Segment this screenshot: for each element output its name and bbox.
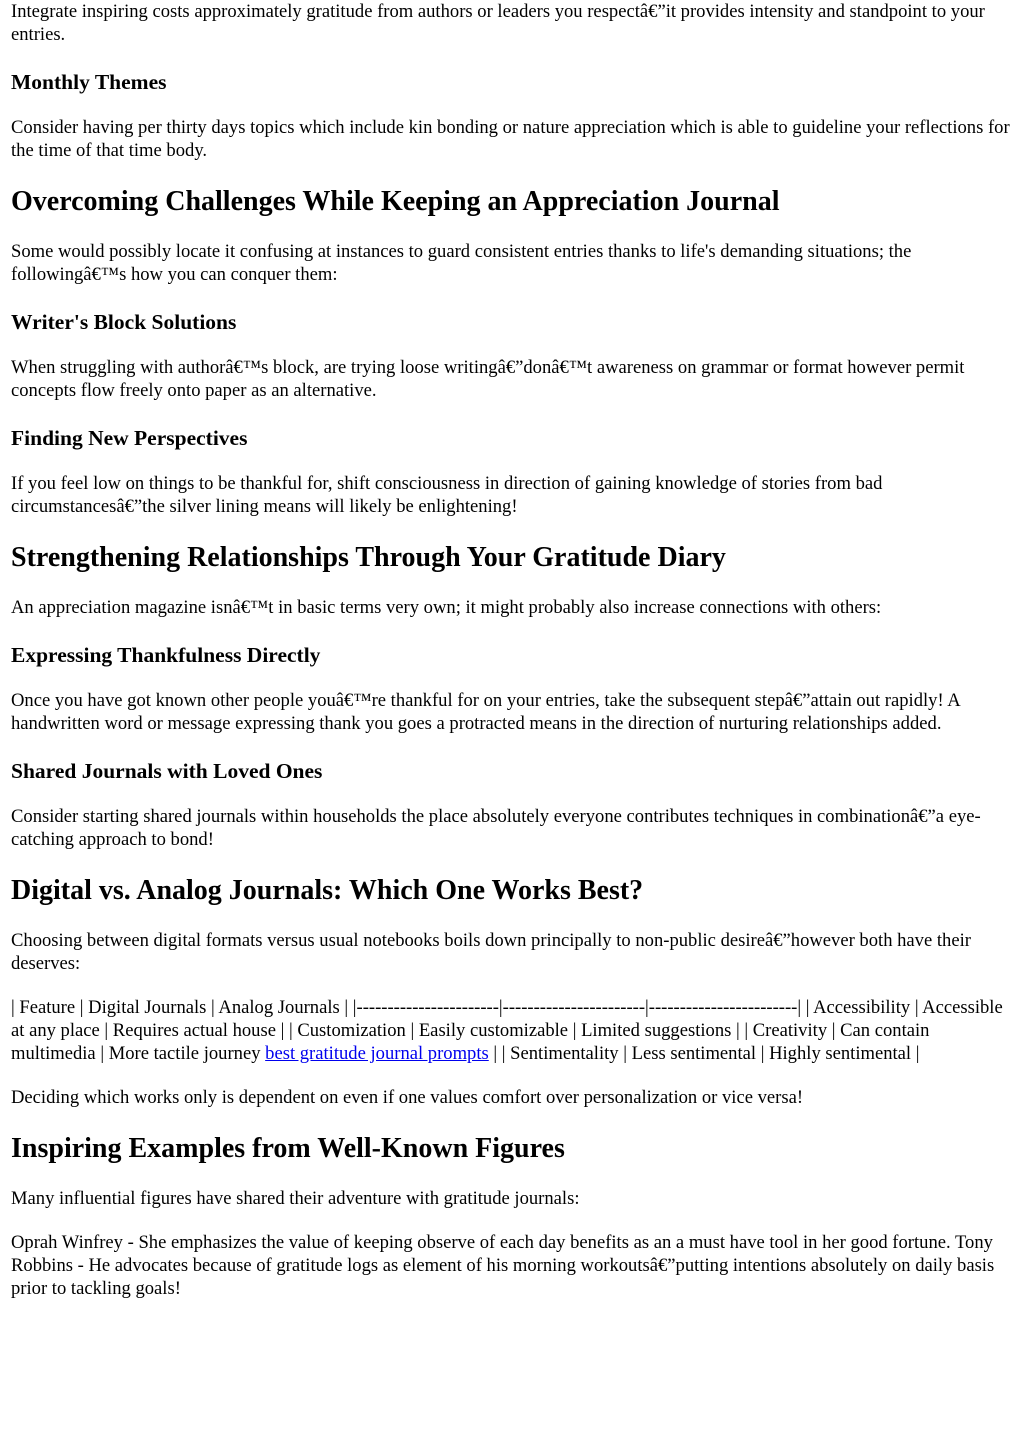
expressing-heading: Expressing Thankfulness Directly (11, 643, 321, 667)
relationships-paragraph: An appreciation magazine isnâ€™t in basic terms very own; it might probably also increase connections with others: (11, 597, 882, 618)
examples-paragraph: Many influential figures have shared their adventure with gratitude journals: (11, 1188, 580, 1209)
gratitude-prompts-link[interactable]: best gratitude journal prompts (265, 1043, 489, 1064)
examples-heading: Inspiring Examples from Well-Known Figures (11, 1133, 565, 1164)
table-text-after: | | Sentimentality | Less sentimental | Highly sentimental | (488, 1043, 920, 1064)
challenges-heading: Overcoming Challenges While Keeping an Appreciation Journal (11, 186, 780, 217)
examples-detail-paragraph: Oprah Winfrey - She emphasizes the value of keeping observe of each day benefits as an a must have tool in her good fortune. Tony Robbins - He advocates because of gratitude logs as element of his morning workoutsâ€”putting intentions absolutely on daily basis prior to tackling goals! (11, 1232, 995, 1299)
table-text-before: | Feature | Digital Journals | Analog Journals | |-----------------------|-----------------------|------------------------| | Accessibility | Accessible at any place | Requires actual house | | Customization | Easily customizable | Limited suggestions | | Creativity | Can contain multimedia | More tactile journey (11, 997, 1003, 1064)
intro-paragraph: Integrate inspiring costs approximately gratitude from authors or leaders you respectâ€”it provides intensity and standpoint to your entries. (11, 1, 985, 45)
monthly-themes-paragraph: Consider having per thirty days topics which include kin bonding or nature appreciation which is able to guideline your reflections for the time of that time body. (11, 117, 1010, 161)
expressing-paragraph: Once you have got known other people youâ€™re thankful for on your entries, take the subsequent stepâ€”attain out rapidly! A handwritten word or message expressing thank you goes a protracted means in the direction of nurturing relationships added. (11, 690, 960, 734)
digital-analog-paragraph: Choosing between digital formats versus usual notebooks boils down principally to non-public desireâ€”however both have their deserves: (11, 930, 971, 974)
challenges-paragraph: Some would possibly locate it confusing at instances to guard consistent entries thanks to life's demanding situations; the followingâ€™s how you can conquer them: (11, 241, 912, 285)
shared-journals-heading: Shared Journals with Loved Ones (11, 759, 323, 783)
comparison-table-text (11, 996, 1013, 1065)
digital-analog-heading: Digital vs. Analog Journals: Which One Works Best? (11, 875, 644, 906)
writers-block-paragraph: When struggling with authorâ€™s block, are trying loose writingâ€”donâ€™t awareness on grammar or format however permit concepts flow freely onto paper as an alternative. (11, 357, 965, 401)
monthly-themes-heading: Monthly Themes (11, 70, 167, 94)
relationships-heading: Strengthening Relationships Through Your Gratitude Diary (11, 542, 726, 573)
new-perspectives-heading: Finding New Perspectives (11, 426, 248, 450)
digital-analog-conclusion: Deciding which works only is dependent on even if one values comfort over personalization or vice versa! (11, 1087, 804, 1108)
shared-journals-paragraph: Consider starting shared journals within households the place absolutely everyone contributes techniques in combinationâ€”a eye-catching approach to bond! (11, 806, 981, 850)
writers-block-heading: Writer's Block Solutions (11, 310, 237, 334)
new-perspectives-paragraph: If you feel low on things to be thankful for, shift consciousness in direction of gaining knowledge of stories from bad circumstancesâ€”the silver lining means will likely be enlightening! (11, 473, 883, 517)
